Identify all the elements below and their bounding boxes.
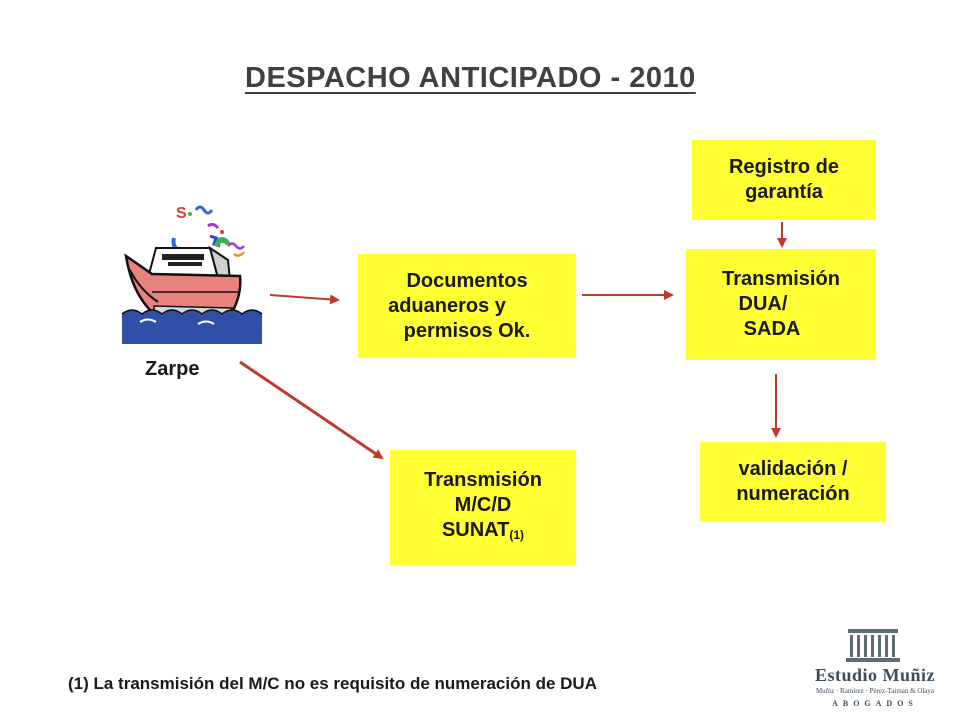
box-transmision-mcd-sunat <box>390 450 576 565</box>
box-text-line <box>442 518 524 548</box>
arrow-ship-to-transmision-mcd <box>240 362 382 458</box>
box-text-line: M/C/D <box>454 493 512 516</box>
box-text-line: DUA/ <box>738 293 788 315</box>
box-text-sunat: SUNAT <box>441 518 510 541</box>
box-text-line: permisos Ok. <box>403 319 531 342</box>
box-text-line: numeración <box>736 483 850 505</box>
arrow-ship-to-documentos <box>270 295 338 300</box>
box-transmision-dua-sada <box>686 249 876 360</box>
box-documentos-aduaneros <box>358 254 576 358</box>
logo-partners: Muñiz · Ramírez · Pérez-Taiman & Olaya <box>815 687 935 695</box>
box-text-line: validación / <box>738 458 848 480</box>
logo-tagline: ABOGADOS <box>832 699 918 708</box>
box-text-line: Documentos <box>406 269 528 292</box>
box-text-line: SADA <box>743 318 801 340</box>
logo-name: Estudio Muñiz <box>814 665 936 685</box>
svg-text:S: S <box>176 205 187 222</box>
footnote: (1) La transmisión del M/C no es requisito de numeración de DUA <box>68 674 597 693</box>
box-text-line: garantía <box>745 181 823 203</box>
box-text-line: Transmisión <box>424 468 542 491</box>
ship-label: Zarpe <box>145 358 200 380</box>
box-registro-garantia <box>692 140 876 220</box>
logo <box>800 625 950 715</box>
box-text-line: aduaneros y <box>388 294 506 317</box>
page-title: DESPACHO ANTICIPADO - 2010 <box>245 62 696 94</box>
box-text-line: Registro de <box>728 156 840 178</box>
footnote-reference: (1) <box>509 527 525 542</box>
box-validacion-numeracion <box>700 442 886 522</box>
box-text-line: Transmisión <box>722 268 840 290</box>
building-icon <box>800 625 950 665</box>
